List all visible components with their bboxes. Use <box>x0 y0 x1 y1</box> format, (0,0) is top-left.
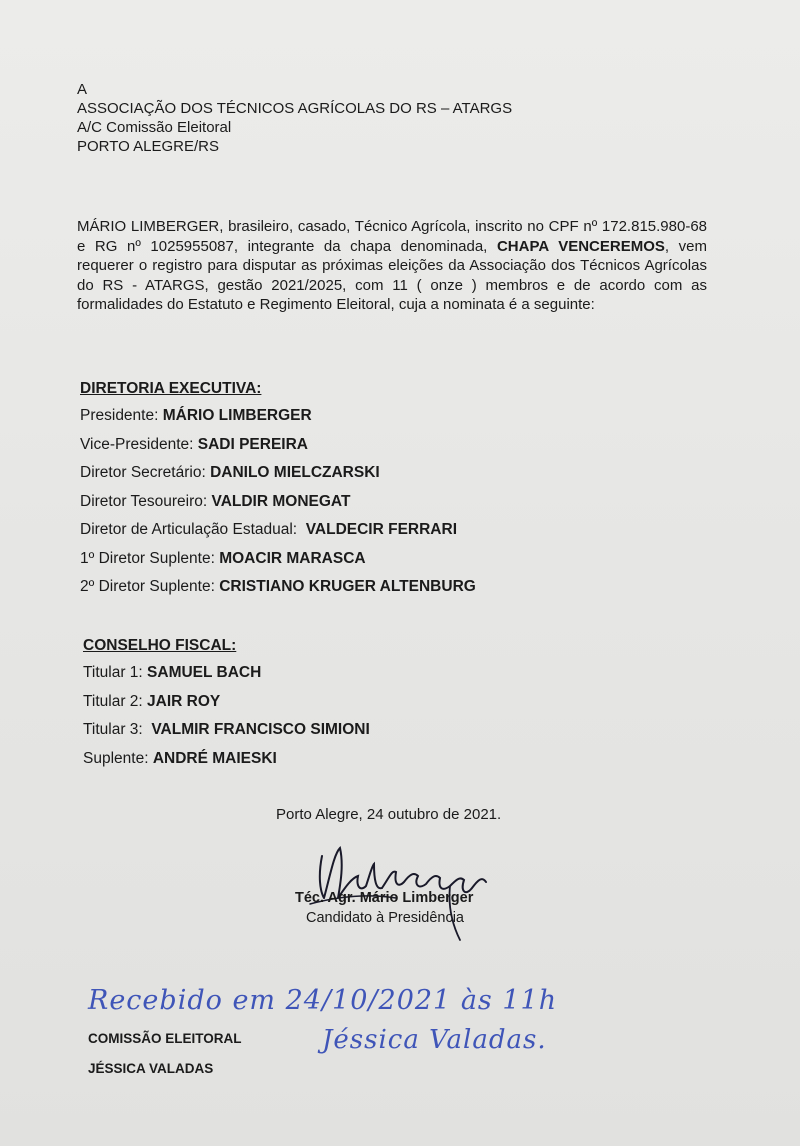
conselho-row <box>83 716 370 745</box>
role-label: Titular 2: <box>83 692 148 710</box>
paragraph-part-2: , vem requerer o registro para disputar as próximas eleições da Associação dos Técnicos Agrícolas do RS - ATARGS, gestão 2021/2025, com 11 ( onze ) membros e de acordo com as formalidades do Estatuto e Regimento Eleitoral, cuja a nominata é a seguinte: <box>77 237 707 313</box>
role-label: Vice-Presidente: <box>80 435 198 453</box>
conselho-row <box>83 745 370 774</box>
commission-label: COMISSÃO ELEITORAL <box>88 1031 242 1046</box>
member-name: VALDIR MONEGAT <box>211 492 351 510</box>
role-label: 1º Diretor Suplente: <box>80 549 220 567</box>
member-name: SADI PEREIRA <box>197 435 308 453</box>
member-name: MÁRIO LIMBERGER <box>162 407 312 424</box>
signer-name: Téc. Agr. Mário Limberger <box>295 890 474 906</box>
chapa-name: CHAPA VENCEREMOS <box>496 237 665 255</box>
diretoria-row <box>80 488 476 517</box>
role-label: Titular 1: <box>83 664 148 681</box>
handwritten-receipt-note: Recebido em 24/10/2021 às 11h <box>88 985 558 1016</box>
member-name: CRISTIANO KRUGER ALTENBURG <box>219 578 476 595</box>
member-name: VALDECIR FERRARI <box>305 521 458 538</box>
role-label: 2º Diretor Suplente: <box>80 578 220 595</box>
signer-role: Candidato à Presidência <box>306 910 464 926</box>
conselho-row <box>83 688 370 717</box>
member-name: VALMIR FRANCISCO SIMIONI <box>151 721 370 738</box>
handwritten-receiver-name: Jéssica Valadas. <box>322 1025 547 1055</box>
diretoria-row <box>80 431 476 460</box>
role-label: Diretor de Articulação Estadual: <box>80 521 306 538</box>
member-name: MOACIR MARASCA <box>219 549 366 567</box>
address-line-a: A <box>77 81 88 98</box>
paragraph-part-1: MÁRIO LIMBERGER, brasileiro, casado, Técnico Agrícola, inscrito no CPF nº 172.815.980-68 e RG nº 1025955087, integrante da chapa denominada, <box>77 218 707 255</box>
address-association: ASSOCIAÇÃO DOS TÉCNICOS AGRÍCOLAS DO RS – ATARGS <box>77 100 513 117</box>
role-label: Presidente: <box>80 407 163 424</box>
diretoria-section <box>80 376 476 602</box>
role-label: Diretor Tesoureiro: <box>80 492 212 510</box>
conselho-title: CONSELHO FISCAL: <box>83 637 237 654</box>
conselho-section <box>83 633 370 773</box>
request-paragraph <box>77 217 707 315</box>
address-city: PORTO ALEGRE/RS <box>77 138 219 155</box>
member-name: DANILO MIELCZARSKI <box>210 464 380 481</box>
diretoria-row <box>80 545 476 574</box>
member-name: ANDRÉ MAIESKI <box>152 749 277 767</box>
member-name: JAIR ROY <box>147 692 221 710</box>
place-date: Porto Alegre, 24 outubro de 2021. <box>276 806 502 823</box>
conselho-row <box>83 659 370 688</box>
address-block <box>77 80 512 156</box>
role-label: Titular 3: <box>83 721 152 738</box>
role-label: Suplente: <box>83 749 153 767</box>
address-attention: A/C Comissão Eleitoral <box>77 119 232 136</box>
diretoria-row <box>80 573 476 602</box>
commission-member: JÉSSICA VALADAS <box>88 1061 214 1076</box>
diretoria-title: DIRETORIA EXECUTIVA: <box>80 380 262 397</box>
diretoria-row <box>80 402 476 431</box>
role-label: Diretor Secretário: <box>80 464 211 481</box>
diretoria-row <box>80 516 476 545</box>
member-name: SAMUEL BACH <box>147 664 262 681</box>
diretoria-row <box>80 459 476 488</box>
